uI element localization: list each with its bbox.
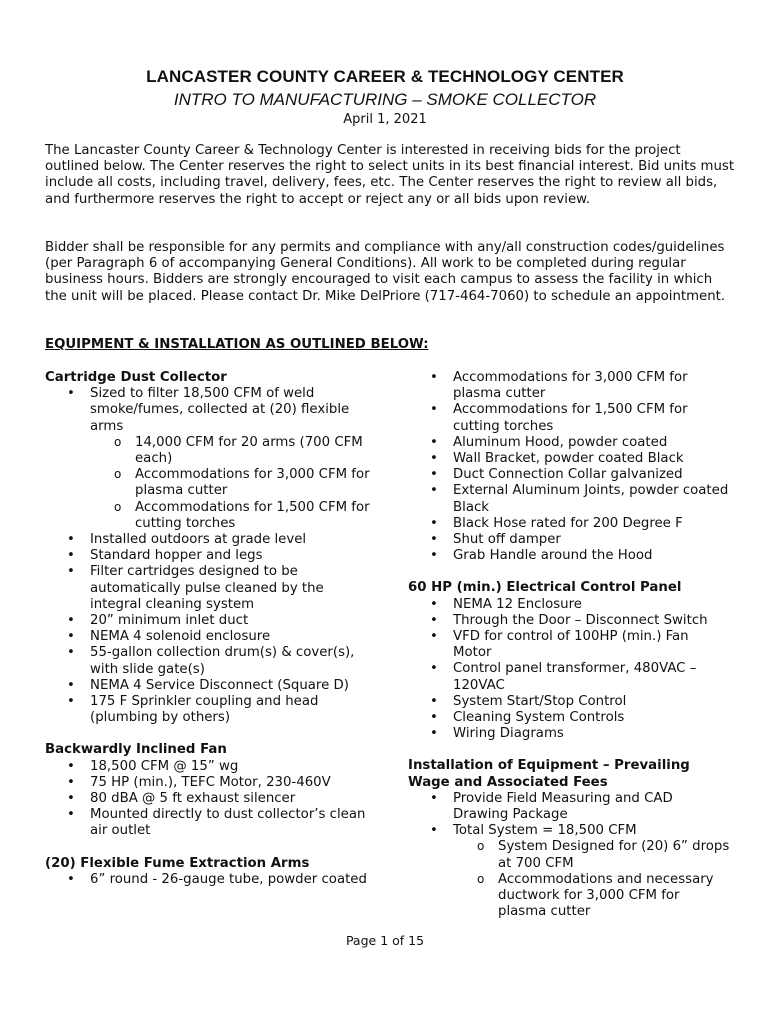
installation-sublist [453,839,730,920]
list-item [408,823,730,920]
list-item: • Filter cartridges designed to be automatically pulse cleaned by the integral cleaning system [45,564,375,613]
panel-list [408,597,730,743]
list-item: • 175 F Sprinkler coupling and head (plumbing by others) [45,694,375,726]
list-item: • NEMA 4 solenoid enclosure [45,629,375,645]
list-item: • Installed outdoors at grade level [45,532,375,548]
list-item: • Standard hopper and legs [45,548,375,564]
list-item: • Wiring Diagrams [408,726,730,742]
fan-heading: Backwardly Inclined Fan [45,742,227,758]
list-item: • Duct Connection Collar galvanized [408,467,730,483]
arms-heading: (20) Flexible Fume Extraction Arms [45,855,310,871]
list-item: • Provide Field Measuring and CAD Drawing Package [408,791,730,823]
list-item: • System Start/Stop Control [408,694,730,710]
list-item: • Cleaning System Controls [408,710,730,726]
list-item: • NEMA 12 Enclosure [408,597,730,613]
arms-list-continued [408,370,730,564]
sub-list-item: o Accommodations for 3,000 CFM for plasma cutter [90,467,375,499]
list-item: • 75 HP (min.), TEFC Motor, 230-460V [45,775,375,791]
cartridge-heading: Cartridge Dust Collector [45,370,227,385]
list-item: • 20” minimum inlet duct [45,613,375,629]
list-item: • Shut off damper [408,532,730,548]
cartridge-list [45,386,375,726]
list-item: • Aluminum Hood, powder coated [408,435,730,451]
list-item: • Through the Door – Disconnect Switch [408,613,730,629]
list-item: • 55-gallon collection drum(s) & cover(s), with slide gate(s) [45,645,375,677]
fan-list [45,759,375,840]
list-item: • External Aluminum Joints, powder coated Black [408,483,730,515]
cartridge-sublist [90,435,375,532]
document-title: LANCASTER COUNTY CAREER & TECHNOLOGY CENTER [146,67,624,86]
installation-heading: Installation of Equipment – Prevailing Wage and Associated Fees [408,758,690,790]
arms-list [45,872,375,888]
right-column [408,370,730,921]
list-item: • Accommodations for 3,000 CFM for plasma cutter [408,370,730,402]
list-item: • 18,500 CFM @ 15” wg [45,759,375,775]
panel-heading: 60 HP (min.) Electrical Control Panel [408,580,682,596]
list-item: • 80 dBA @ 5 ft exhaust silencer [45,791,375,807]
list-item: • Mounted directly to dust collector’s clean air outlet [45,807,375,839]
installation-list [408,791,730,921]
left-column [45,370,375,888]
sub-list-item: o 14,000 CFM for 20 arms (700 CFM each) [90,435,375,467]
intro-paragraph-1: The Lancaster County Career & Technology Center is interested in receiving bids for the project outlined below. The Center reserves the right to select units in its best financial interest. Bid units must include all costs, including travel, delivery, fees, etc. The Center reserves the right to review all bids, and furthermore reserves the right to accept or reject any or all bids upon review. [45,143,735,207]
sub-list-item: o System Designed for (20) 6” drops at 700 CFM [453,839,730,871]
list-item: • Accommodations for 1,500 CFM for cutting torches [408,402,730,434]
page-number: Page 1 of 15 [345,933,425,948]
sub-list-item: o Accommodations for 1,500 CFM for cutting torches [90,500,375,532]
list-item: • Grab Handle around the Hood [408,548,730,564]
intro-paragraph-2: Bidder shall be responsible for any permits and compliance with any/all construction codes/guidelines (per Paragraph 6 of accompanying General Conditions). All work to be completed during regular business hours. Bidders are strongly encouraged to visit each campus to assess the facility in which the unit will be placed. Please contact Dr. Mike DelPriore (717-464-7060) to schedule an appointment. [45,240,726,304]
document-date: April 1, 2021 [343,112,427,127]
list-item: • Black Hose rated for 200 Degree F [408,516,730,532]
list-item: • NEMA 4 Service Disconnect (Square D) [45,678,375,694]
list-item: • 6” round - 26-gauge tube, powder coated [45,872,375,888]
section-heading: EQUIPMENT & INSTALLATION AS OUTLINED BELOW: [45,337,429,352]
list-item: • VFD for control of 100HP (min.) Fan Motor [408,629,730,661]
list-item [45,386,375,532]
document-subtitle: INTRO TO MANUFACTURING – SMOKE COLLECTOR [173,90,597,109]
list-item-text: Total System = 18,500 CFM [453,823,637,839]
sub-list-item: o Accommodations and necessary ductwork for 3,000 CFM for plasma cutter [453,872,730,921]
list-item: • Wall Bracket, powder coated Black [408,451,730,467]
list-item: • Control panel transformer, 480VAC – 120VAC [408,661,730,693]
list-item-text: Sized to filter 18,500 CFM of weld smoke/fumes, collected at (20) flexible arms [90,386,350,434]
